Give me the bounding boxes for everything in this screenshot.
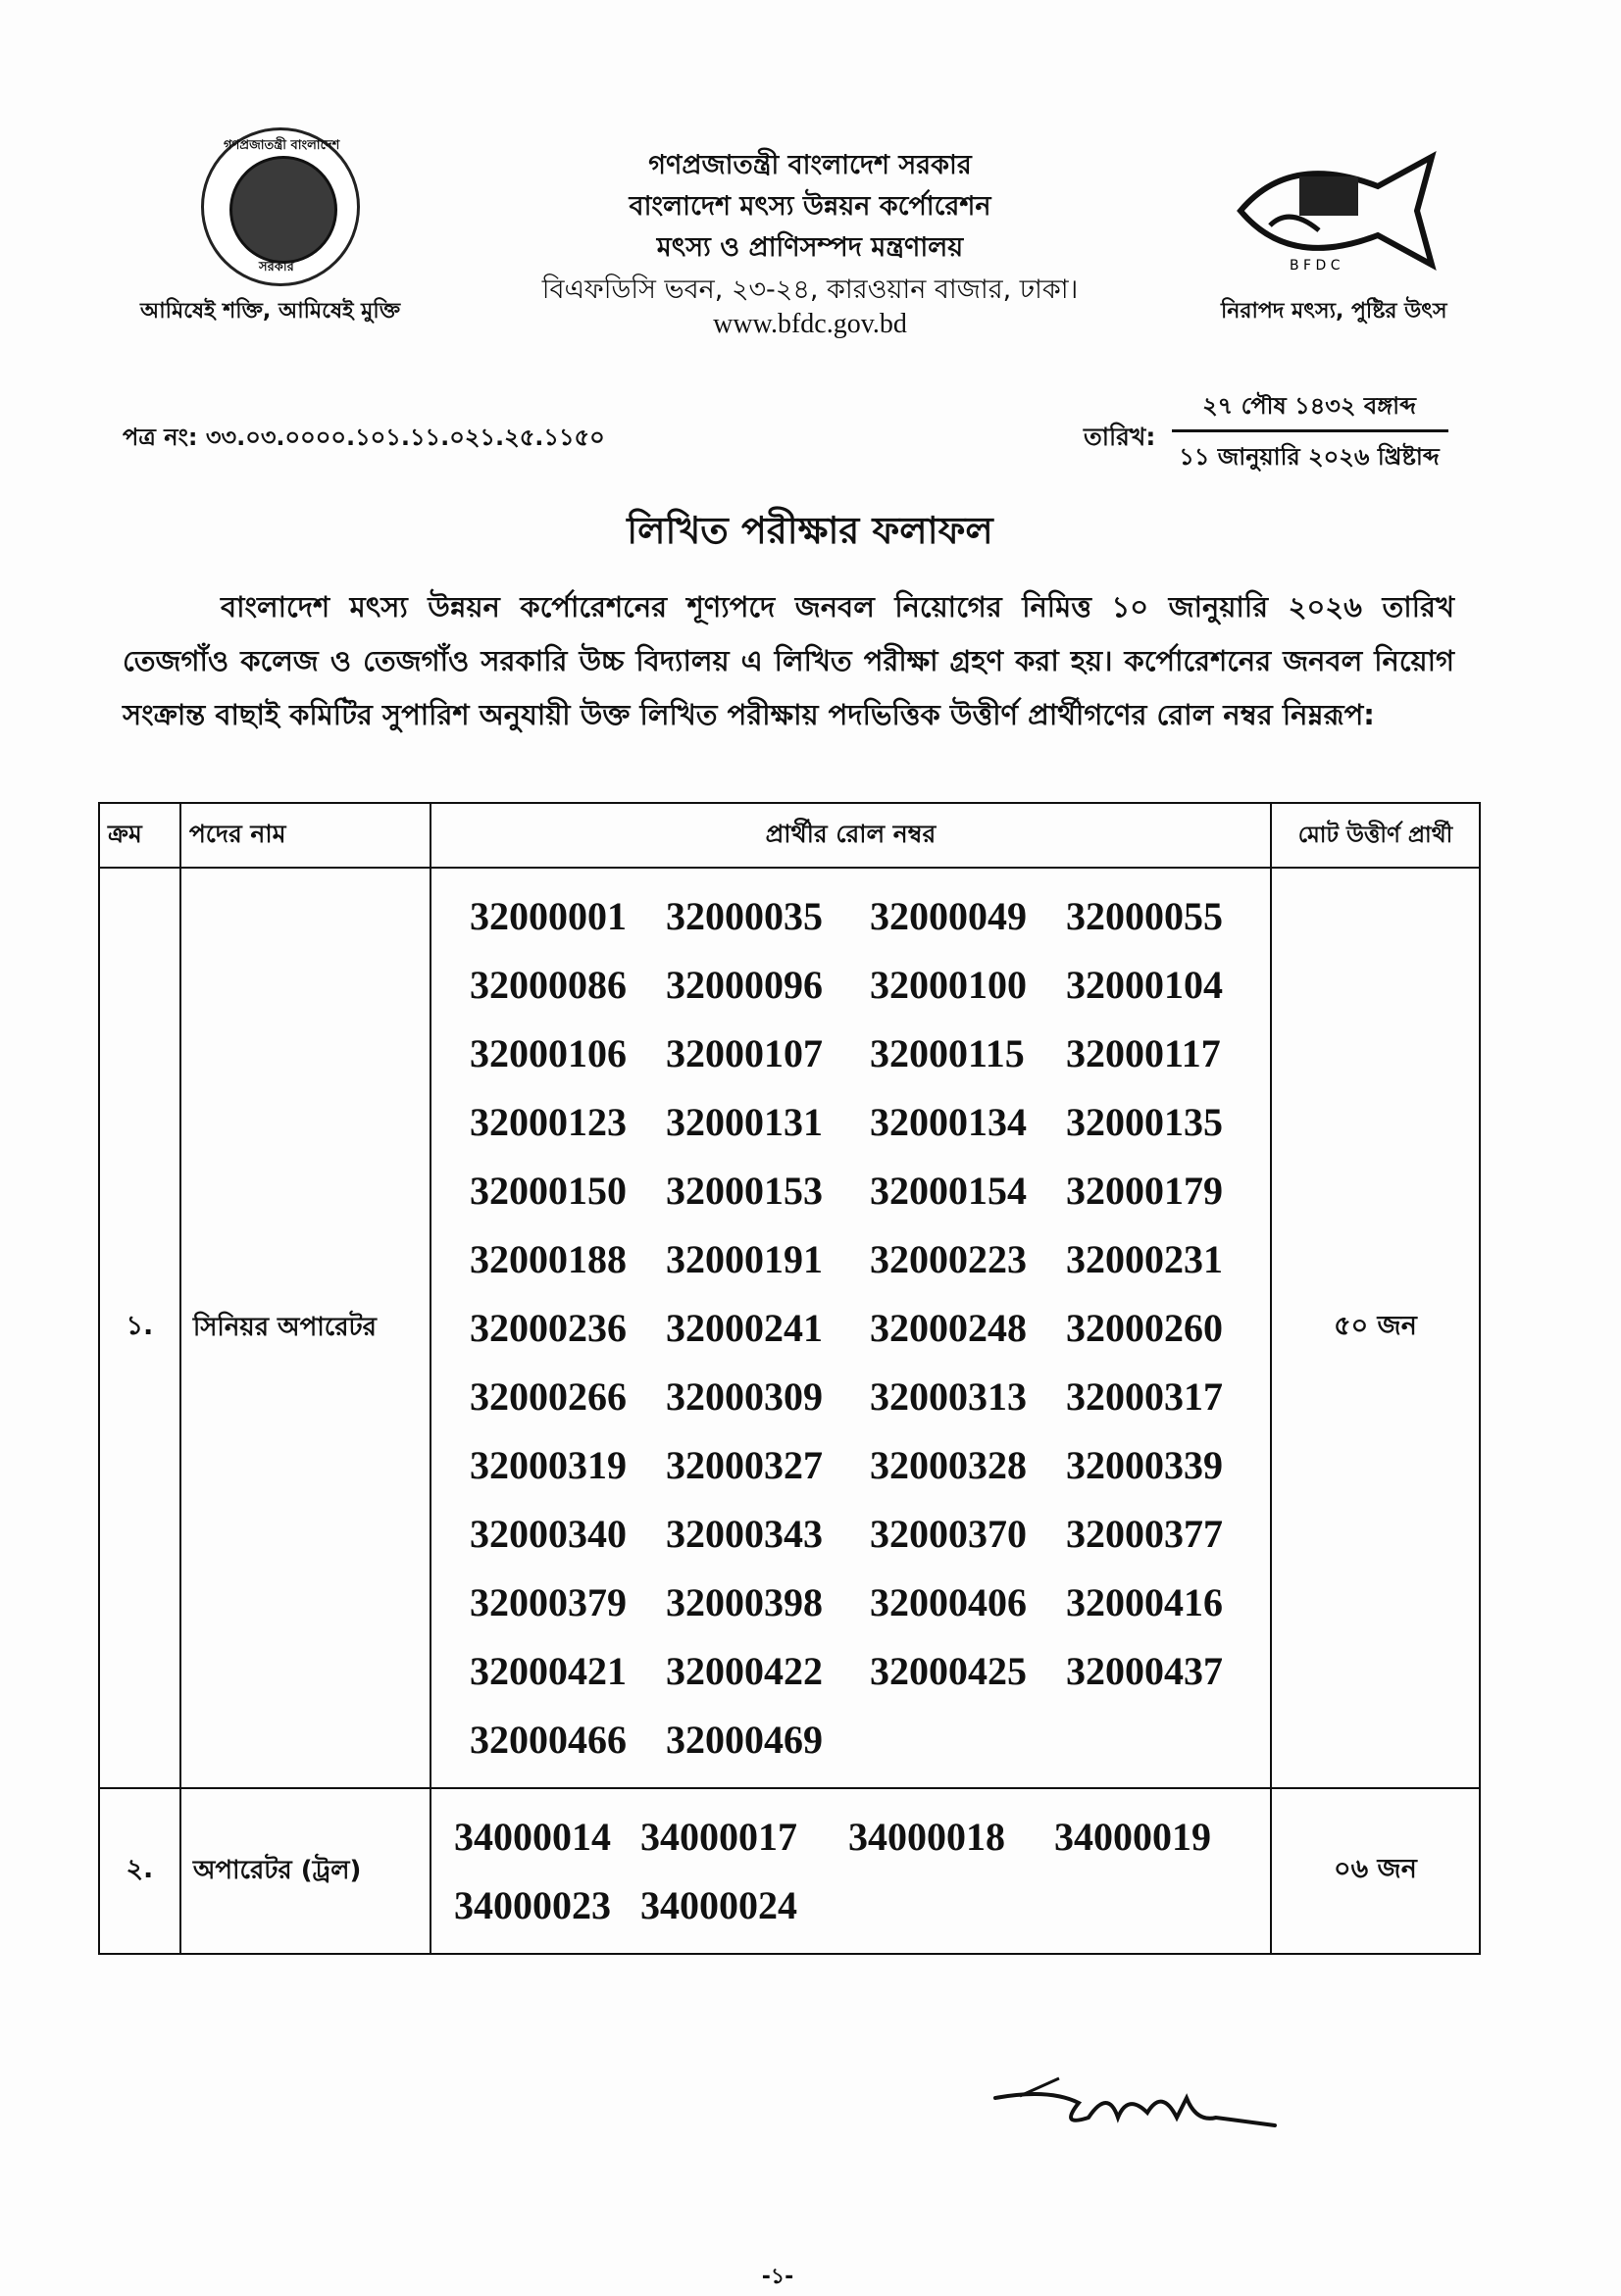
logo-letters: B F D C <box>1290 258 1341 274</box>
roll-number: 32000096 <box>665 963 823 1007</box>
roll-number: 34000024 <box>639 1883 797 1927</box>
row-post-name: সিনিয়র অপারেটর <box>180 868 431 1788</box>
roll-number: 32000327 <box>665 1443 823 1487</box>
roll-number: 32000370 <box>869 1512 1027 1556</box>
roll-number: 32000055 <box>1065 894 1223 938</box>
date-label: তারিখ: <box>1084 423 1156 451</box>
roll-number: 32000241 <box>665 1306 823 1350</box>
date-bangla: ২৭ পৌষ ১৪৩২ বঙ্গাব্দ <box>1202 392 1416 420</box>
seal-text-top: গণপ্রজাতন্ত্রী বাংলাদেশ <box>224 138 340 153</box>
row-rolls-cell <box>431 868 1271 1788</box>
roll-number: 32000466 <box>469 1718 627 1762</box>
seal-text-bottom: সরকার <box>259 260 294 275</box>
roll-number: 32000406 <box>869 1580 1027 1624</box>
roll-number: 32000154 <box>869 1169 1027 1213</box>
page-number: -১- <box>761 2265 794 2289</box>
roll-number: 32000150 <box>469 1169 627 1213</box>
roll-number: 32000188 <box>469 1237 627 1281</box>
roll-number: 32000135 <box>1065 1100 1223 1144</box>
intro-paragraph: বাংলাদেশ মৎস্য উন্নয়ন কর্পোরেশনের শূণ্যপদে জনবল নিয়োগের নিমিত্ত ১০ জানুয়ারি ২০২৬ তারিখ তেজগাঁও কলেজ ও তেজগাঁও সরকারি উচ্চ বিদ্যালয় এ লিখিত পরীক্ষা গ্রহণ করা হয়। কর্পোরেশনের জনবল নিয়োগ সংক্রান্ত বাছাই কমিটির সুপারিশ অনুযায়ী উক্ত লিখিত পরীক্ষায় পদভিত্তিক উত্তীর্ণ প্রার্থীগণের রোল নম্বর নিম্নরূপ: <box>123 590 1454 731</box>
header-line-1: গণপ্রজাতন্ত্রী বাংলাদেশ সরকার <box>648 150 972 180</box>
roll-number: 32000377 <box>1065 1512 1223 1556</box>
roll-number: 32000343 <box>665 1512 823 1556</box>
roll-number-list <box>432 1790 1269 1952</box>
roll-number: 34000014 <box>453 1815 611 1859</box>
roll-number: 32000421 <box>469 1649 627 1693</box>
roll-number: 32000469 <box>665 1718 823 1762</box>
roll-number: 32000339 <box>1065 1443 1223 1487</box>
signature <box>990 2069 1285 2147</box>
header-address: বিএফডিসি ভবন, ২৩-২৪, কারওয়ান বাজার, ঢাকা। <box>541 275 1079 305</box>
header-serial: ক্রম <box>99 803 180 868</box>
row-total: ০৬ জন <box>1271 1788 1480 1954</box>
bfdc-fish-logo <box>1231 147 1437 275</box>
roll-number: 34000019 <box>1053 1815 1211 1859</box>
roll-number: 32000437 <box>1065 1649 1223 1693</box>
roll-number: 32000236 <box>469 1306 627 1350</box>
roll-number: 32000001 <box>469 894 627 938</box>
roll-number: 32000035 <box>665 894 823 938</box>
roll-number: 32000134 <box>869 1100 1027 1144</box>
header-website: www.bfdc.gov.bd <box>713 309 907 339</box>
table-row <box>99 1788 1480 1954</box>
roll-number: 32000319 <box>469 1443 627 1487</box>
table-header-row <box>99 803 1480 868</box>
roll-number: 32000340 <box>469 1512 627 1556</box>
roll-number: 32000107 <box>665 1031 823 1075</box>
results-table <box>98 802 1481 1955</box>
roll-number: 32000379 <box>469 1580 627 1624</box>
roll-number: 32000309 <box>665 1374 823 1419</box>
right-motto: নিরাপদ মৎস্য, পুষ্টির উৎস <box>1221 299 1447 324</box>
header-roll-numbers: প্রার্থীর রোল নম্বর <box>431 803 1271 868</box>
roll-number: 32000328 <box>869 1443 1027 1487</box>
roll-number: 32000260 <box>1065 1306 1223 1350</box>
memo-number: পত্র নং: ৩৩.০৩.০০০০.১০১.১১.০২১.২৫.১১৫০ <box>123 424 605 451</box>
roll-number: 32000422 <box>665 1649 823 1693</box>
roll-number: 32000425 <box>869 1649 1027 1693</box>
header-line-3: মৎস্য ও প্রাণিসম্পদ মন্ত্রণালয় <box>656 232 964 263</box>
date-divider <box>1172 429 1448 432</box>
roll-number: 34000023 <box>453 1883 611 1927</box>
roll-number: 32000179 <box>1065 1169 1223 1213</box>
table-row <box>99 868 1480 1788</box>
roll-number: 32000266 <box>469 1374 627 1419</box>
roll-number: 32000313 <box>869 1374 1027 1419</box>
roll-number: 32000191 <box>665 1237 823 1281</box>
roll-number: 32000231 <box>1065 1237 1223 1281</box>
roll-number-list <box>432 870 1269 1786</box>
row-serial: ১. <box>99 868 180 1788</box>
roll-number: 32000153 <box>665 1169 823 1213</box>
roll-number: 32000049 <box>869 894 1027 938</box>
government-seal <box>201 127 360 286</box>
roll-number: 32000104 <box>1065 963 1223 1007</box>
roll-number: 32000223 <box>869 1237 1027 1281</box>
roll-number: 32000100 <box>869 963 1027 1007</box>
roll-number: 32000123 <box>469 1100 627 1144</box>
roll-number: 32000086 <box>469 963 627 1007</box>
roll-number: 32000131 <box>665 1100 823 1144</box>
roll-number: 32000115 <box>869 1031 1025 1075</box>
row-total: ৫০ জন <box>1271 868 1480 1788</box>
left-motto: আমিষেই শক্তি, আমিষেই মুক্তি <box>140 299 401 324</box>
row-post-name: অপারেটর (ট্রল) <box>180 1788 431 1954</box>
roll-number: 32000398 <box>665 1580 823 1624</box>
roll-number: 32000248 <box>869 1306 1027 1350</box>
page-title: লিখিত পরীক্ষার ফলাফল <box>627 509 993 552</box>
roll-number: 34000018 <box>847 1815 1005 1859</box>
row-serial: ২. <box>99 1788 180 1954</box>
header-line-2: বাংলাদেশ মৎস্য উন্নয়ন কর্পোরেশন <box>629 191 991 222</box>
roll-number: 34000017 <box>639 1815 797 1859</box>
roll-number: 32000416 <box>1065 1580 1223 1624</box>
roll-number: 32000317 <box>1065 1374 1223 1419</box>
date-gregorian: ১১ জানুয়ারি ২০২৬ খ্রিষ্টাব্দ <box>1179 443 1440 471</box>
header-post-name: পদের নাম <box>180 803 431 868</box>
roll-number: 32000117 <box>1065 1031 1221 1075</box>
header-total-passed: মোট উত্তীর্ণ প্রার্থী <box>1271 803 1480 868</box>
row-rolls-cell <box>431 1788 1271 1954</box>
roll-number: 32000106 <box>469 1031 627 1075</box>
